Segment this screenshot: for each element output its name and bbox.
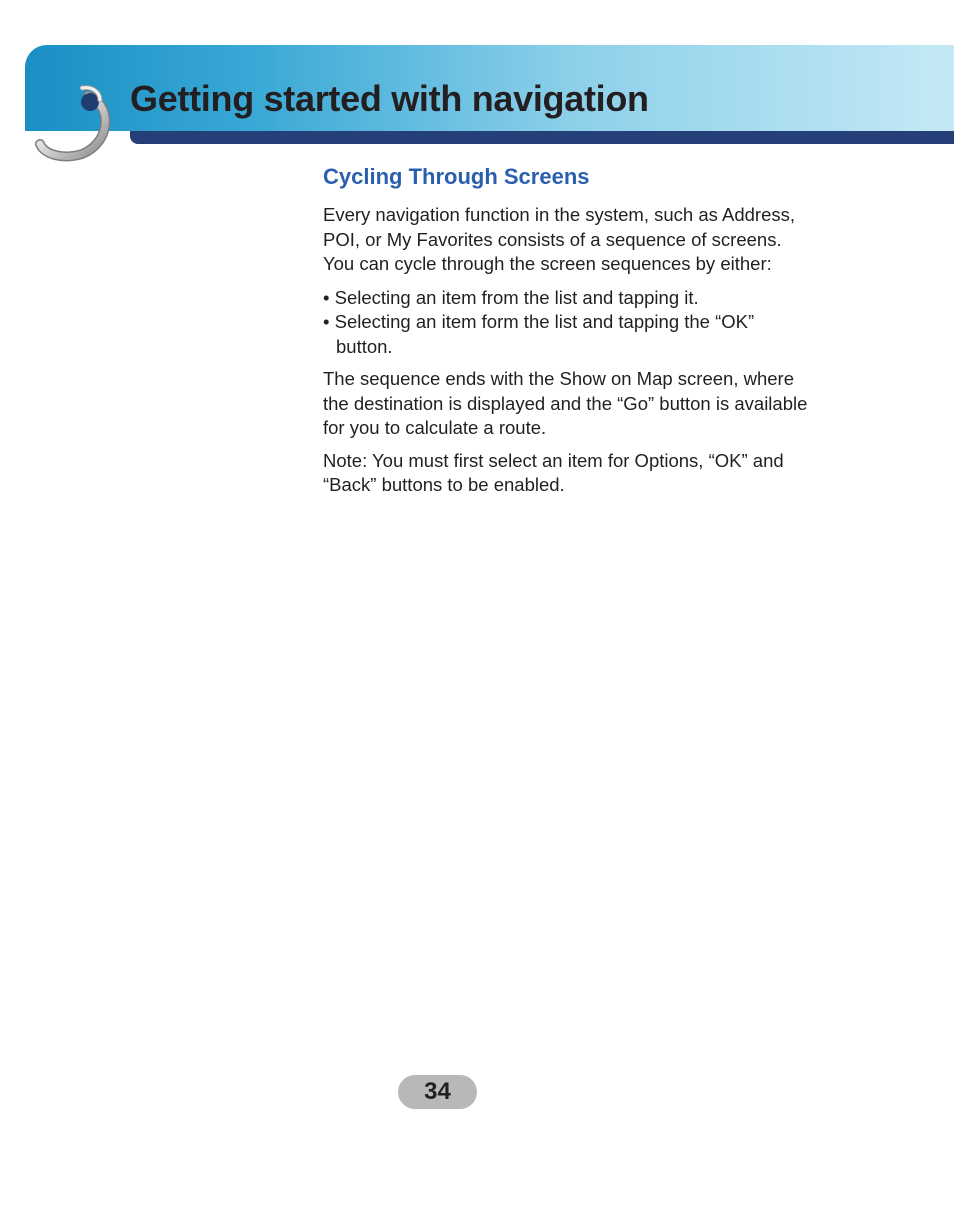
intro-paragraph: Every navigation function in the system, such as Address, POI, or My Favorites consists of a sequence of screens. <box>323 204 795 250</box>
note-paragraph: Note: You must first select an item for Options, “OK” and “Back” buttons to be enabled. <box>323 449 784 495</box>
sequence-end-paragraph: The sequence ends with the Show on Map screen, where the destination is displayed and the “Go” button is available for you to calculate a route. <box>323 368 808 438</box>
header-rule <box>130 131 954 144</box>
content-column <box>323 163 813 498</box>
list-item: • Selecting an item from the list and tapping it. <box>323 286 699 308</box>
section-heading: Cycling Through Screens <box>323 164 590 189</box>
page-number-badge: 34 <box>398 1075 477 1109</box>
intro-paragraph-2: You can cycle through the screen sequences by either: <box>323 253 772 274</box>
binder-ring-icon <box>30 82 120 162</box>
page-title: Getting started with navigation <box>130 78 649 119</box>
list-item: • Selecting an item form the list and tapping the “OK” button. <box>323 311 755 357</box>
